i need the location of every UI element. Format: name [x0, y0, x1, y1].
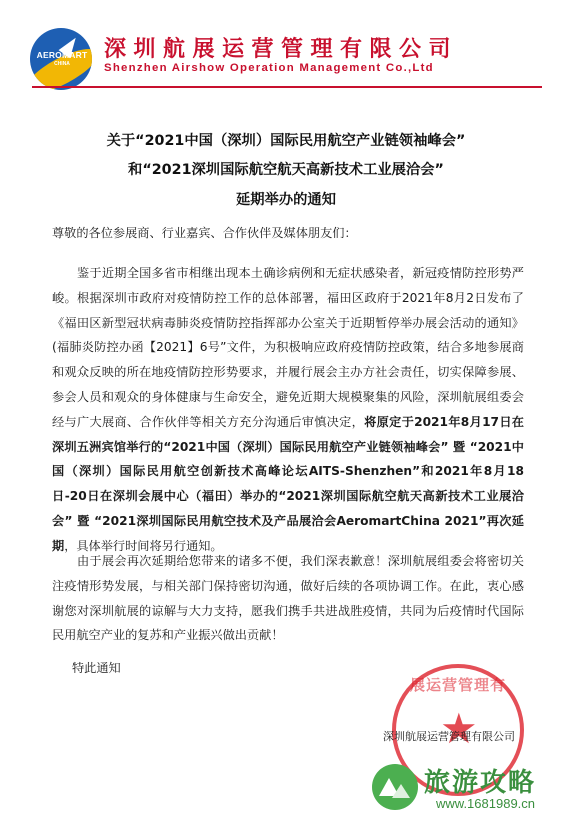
letterhead — [0, 0, 572, 88]
paragraph-1-text: 鉴于近期全国多省市相继出现本土确诊病例和无症状感染者，新冠疫情防控形势严峻。根据深圳市政府对疫情防控工作的总体部署，福田区政府于2021年8月2日发布了《福田区新型冠状病毒肺炎疫情防控指挥部办公室关于近期暂停举办展会活动的通知》(福肺炎防控办函【2021】6号”文件，为积极响应政府疫情防控政策，结合多地参展商和观众反映的所在地疫情防控形势要求，并履行展会主办方社会责任，切实保障参展、参会人员和观众的身体健康与生命安全，避免近期大规模聚集的风险，深圳航展组委会经与广大展商、合作伙伴等相关方充分沟通后审慎决定， — [52, 266, 524, 429]
paragraph-1 — [52, 261, 524, 559]
site-watermark — [372, 760, 568, 816]
watermark-url: www.1681989.cn — [436, 796, 536, 811]
seal-star-icon: ★ — [440, 704, 478, 753]
signature-company: 深圳航展运营管理有限公司 — [383, 730, 515, 743]
watermark-site-name: 旅游攻略 — [424, 768, 537, 798]
company-name-chinese: 深圳航展运营管理有限公司 — [104, 37, 459, 62]
paragraph-2: 由于展会再次延期给您带来的诸多不便，我们深表歉意！深圳航展组委会将密切关注疫情形势发展，与相关部门保持密切沟通，做好后续的各项协调工作。在此，衷心感谢您对深圳航展的谅解与大力支持，愿我们携手共进战胜疫情，共同为后疫情时代国际民用航空产业的复苏和产业振兴做出贡献！ — [52, 554, 524, 643]
notice-title-line-2: 和“2021深圳国际航空航天高新技术工业展洽会” — [128, 162, 444, 178]
closing-remark: 特此通知 — [72, 661, 121, 675]
salutation: 尊敬的各位参展商、行业嘉宾、合作伙伴及媒体朋友们： — [52, 226, 357, 240]
logo-brand-text: AEROMART — [36, 50, 88, 60]
aeromart-logo — [30, 28, 92, 90]
mountain-peak-shape-small — [392, 784, 410, 798]
notice-title-line-3: 延期举办的通知 — [235, 192, 337, 208]
logo-sub-text: CHINA — [54, 61, 70, 67]
paragraph-1-tail: ，具体举行时间将另行通知。 — [64, 538, 223, 553]
company-name-english: Shenzhen Airshow Operation Management Co.,Ltd — [104, 62, 434, 74]
seal-text: 展运营管理有 — [409, 676, 506, 694]
mountain-logo-icon — [372, 764, 418, 810]
notice-title-line-1: 关于“2021中国（深圳）国际民用航空产业链领袖峰会” — [106, 133, 466, 149]
paragraph-1-bold-text: 将原定于2021年8月17日在深圳五洲宾馆举行的“2021中国（深圳）国际民用航空产业链领袖峰会” 暨 “2021中国（深圳）国际民用航空创新技术高峰论坛AITS-Shenzhen”和2021年8月18日-20日在深圳会展中心（福田）举办的“2021深圳国际航空航天高新技术工业展洽会” 暨 “2021深圳国际民用航空技术及产品展洽会AeromartChina 2021”再次延期 — [52, 414, 524, 553]
letterhead-divider — [32, 86, 542, 88]
